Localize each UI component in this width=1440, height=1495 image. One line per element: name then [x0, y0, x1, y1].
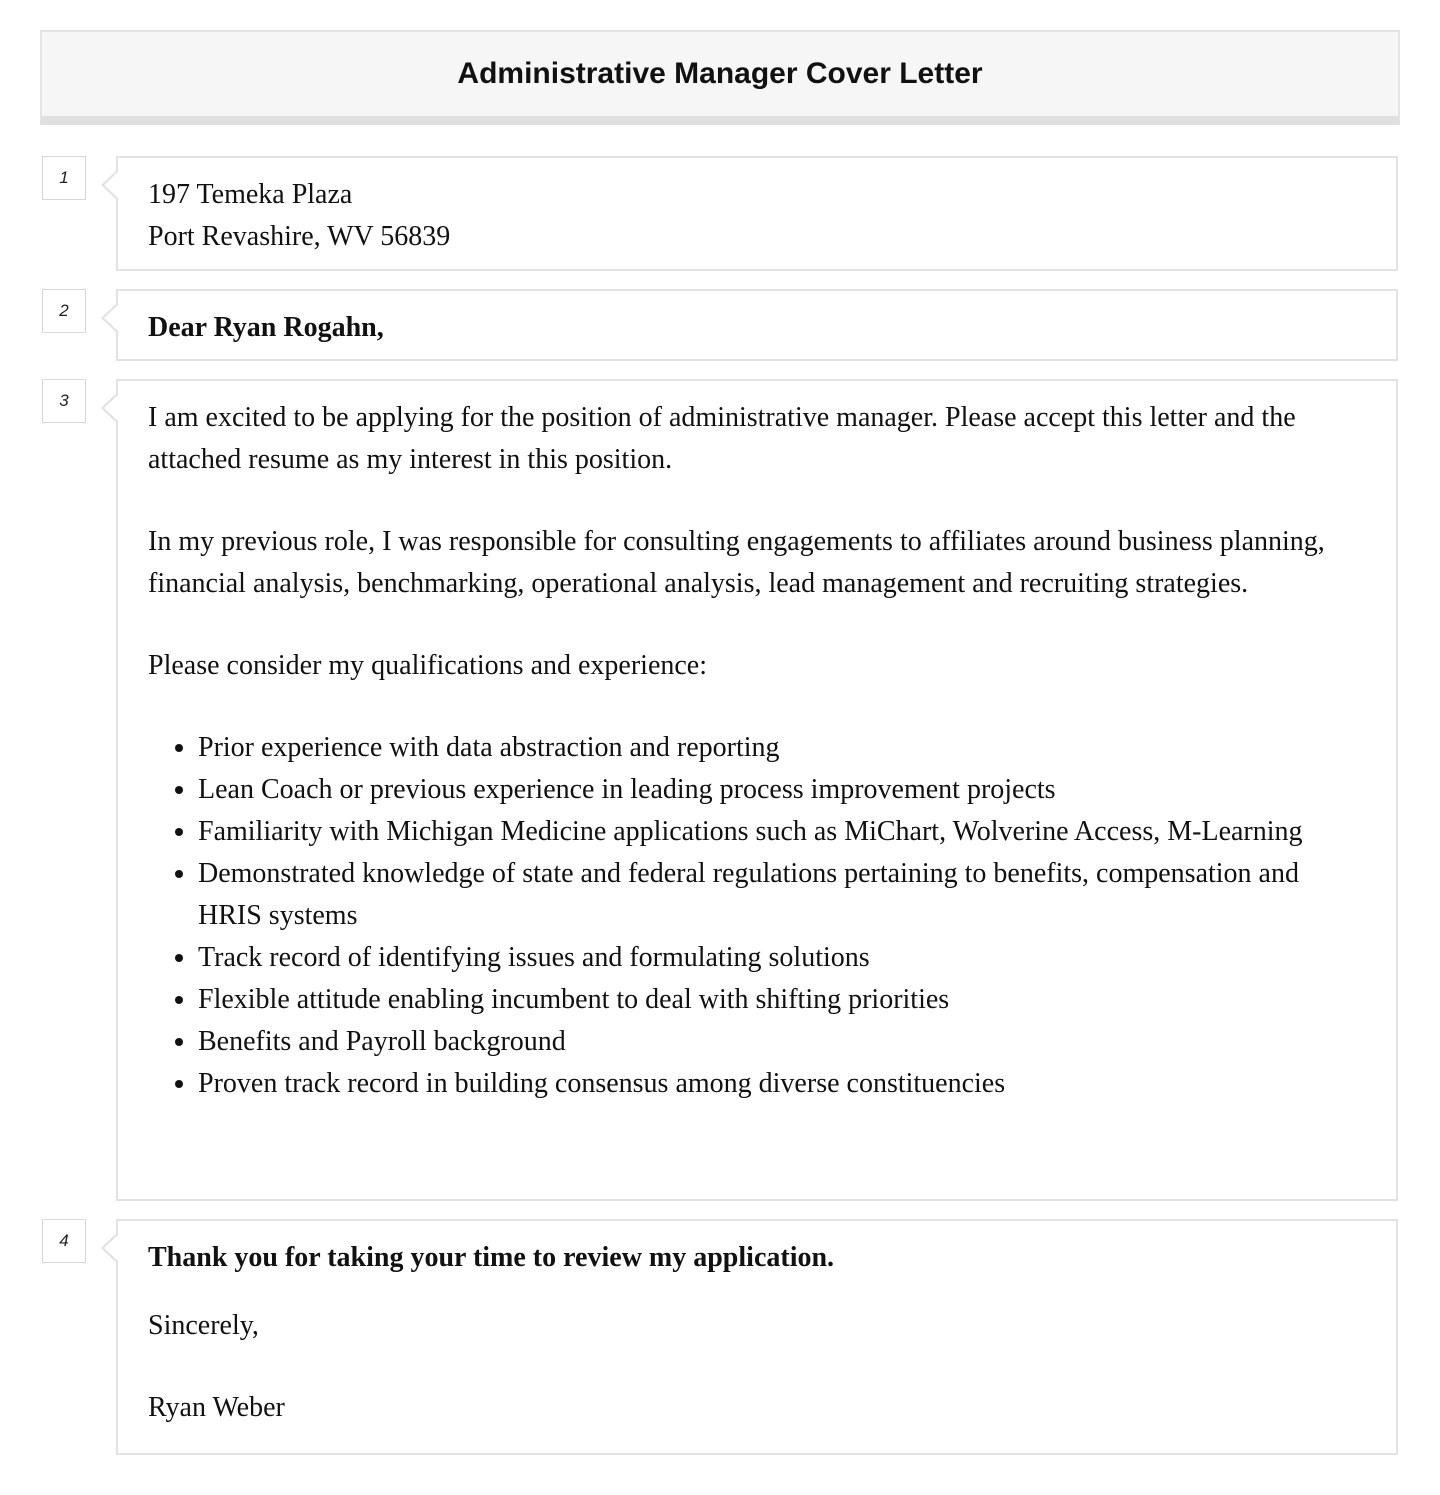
- page-header: [40, 30, 1400, 125]
- qualifications-list: [148, 727, 1366, 1105]
- page-title: Administrative Manager Cover Letter: [457, 57, 983, 90]
- address-card: [116, 156, 1398, 271]
- salutation: Dear Ryan Rogahn,: [148, 312, 384, 343]
- body-card: [116, 379, 1398, 1201]
- list-item: • Benefits and Payroll background: [198, 1021, 1366, 1063]
- list-item: • Lean Coach or previous experience in leading process improvement projects: [198, 769, 1366, 811]
- salutation-card: [116, 289, 1398, 361]
- list-item: • Prior experience with data abstraction and reporting: [198, 727, 1366, 769]
- closing-card: [116, 1219, 1398, 1455]
- previous-role-paragraph: In my previous role, I was responsible for consulting engagements to affiliates around business planning, financial analysis, benchmarking, operational analysis, lead management and recruiting strategies.: [148, 526, 1325, 599]
- list-item: • Proven track record in building consensus among diverse constituencies: [198, 1063, 1366, 1105]
- closing-line: Sincerely,: [148, 1310, 259, 1341]
- list-item: • Flexible attitude enabling incumbent to deal with shifting priorities: [198, 979, 1366, 1021]
- list-item: • Demonstrated knowledge of state and federal regulations pertaining to benefits, compensation and HRIS systems: [198, 853, 1366, 937]
- section-number: 1: [42, 156, 86, 200]
- qualifications-intro: Please consider my qualifications and experience:: [148, 650, 708, 681]
- address-line-1: 197 Temeka Plaza: [148, 179, 353, 210]
- address-line-2: Port Revashire, WV 56839: [148, 221, 451, 252]
- thank-you-line: Thank you for taking your time to review my application.: [148, 1242, 835, 1273]
- section-number: 3: [42, 379, 86, 423]
- signature: Ryan Weber: [148, 1392, 285, 1423]
- intro-paragraph: I am excited to be applying for the position of administrative manager. Please accept this letter and the attached resume as my interest in this position.: [148, 402, 1296, 475]
- list-item: • Familiarity with Michigan Medicine applications such as MiChart, Wolverine Access, M-Learning: [198, 811, 1366, 853]
- section-number: 2: [42, 289, 86, 333]
- section-number: 4: [42, 1219, 86, 1263]
- list-item: • Track record of identifying issues and formulating solutions: [198, 937, 1366, 979]
